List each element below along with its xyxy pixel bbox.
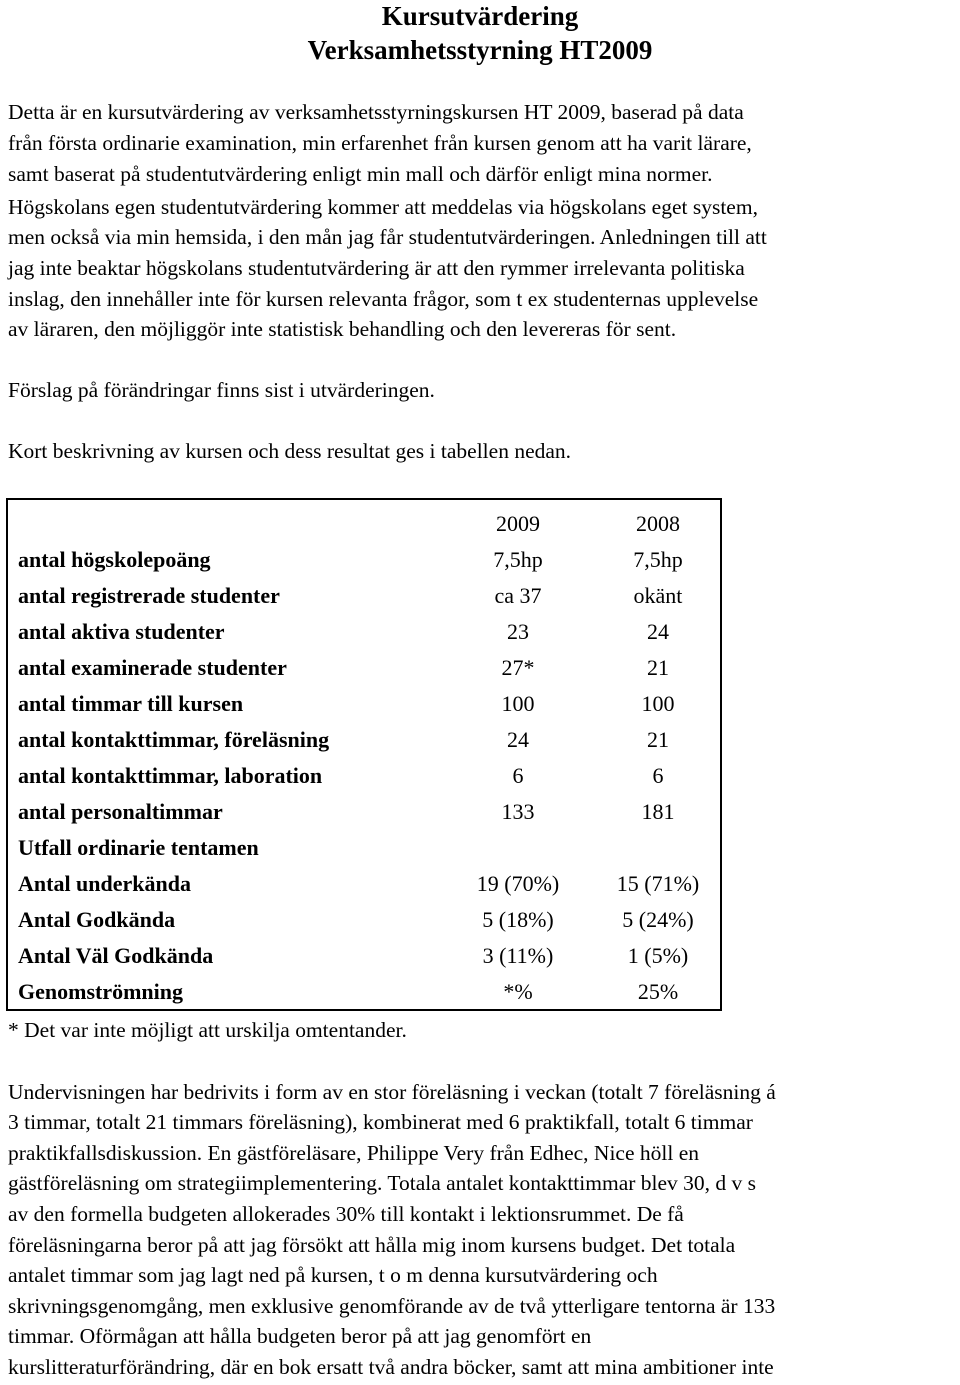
table-cell-2009: ca 37 — [494, 583, 542, 608]
table-cell-2008: 15 (71%) — [616, 871, 700, 896]
intro-line: från första ordinarie examination, min erfarenhet från kursen genom att ha varit lärare, — [8, 131, 752, 155]
table-row-label: Utfall ordinarie tentamen — [18, 835, 259, 860]
table-cell-2008: 5 (24%) — [622, 907, 694, 932]
table-cell-2008: 100 — [641, 691, 675, 716]
table-footnote: * Det var inte möjligt att urskilja omtentander. — [8, 1018, 407, 1042]
table-cell-2009: 6 — [512, 763, 524, 788]
table-cell-2009: 5 (18%) — [482, 907, 554, 932]
table-cell-2009: 27* — [501, 655, 535, 680]
table-header-2008: 2008 — [636, 511, 680, 536]
body-line: skrivningsgenomgång, men exklusive genomförande av de två ytterligare tentorna är 133 — [8, 1294, 776, 1318]
intro-line: inslag, den innehåller inte för kursen relevanta frågor, som t ex studenternas upplevelse — [8, 287, 759, 311]
body-line: Undervisningen har bedrivits i form av en stor föreläsning i veckan (totalt 7 föreläsning á — [8, 1080, 776, 1104]
body-line: föreläsningarna beror på att jag försökt att hålla mig inom kursens budget. Det totala — [8, 1233, 736, 1257]
table-cell-2008: okänt — [633, 583, 683, 608]
table-cell-2008: 7,5hp — [633, 547, 683, 572]
table-row-label: antal högskolepoäng — [18, 547, 211, 572]
body-line: antalet timmar som jag lagt ned på kursen, t o m denna kursutvärdering och — [8, 1263, 658, 1287]
table-row-label: antal personaltimmar — [18, 799, 223, 824]
body-line: av den formella budgeten allokerades 30% till kontakt i lektionsrummet. De få — [8, 1202, 684, 1226]
body-line: kurslitteraturförändring, där en bok ersatt två andra böcker, samt att mina ambitioner inte — [8, 1355, 774, 1379]
table-cell-2008: 24 — [647, 619, 669, 644]
table-cell-2008: 181 — [641, 799, 675, 824]
table-cell-2009: 133 — [501, 799, 535, 824]
body-line: gästföreläsning om strategiimplementering. Totala antalet kontakttimmar blev 30, d v s — [8, 1171, 757, 1195]
table-row-label: antal timmar till kursen — [18, 691, 244, 716]
table-cell-2009: 3 (11%) — [482, 943, 554, 968]
intro-line: men också via min hemsida, i den mån jag får studentutvärderingen. Anledningen till att — [8, 225, 767, 249]
intro-line: av läraren, den möjliggör inte statistisk behandling och den levereras för sent. — [8, 317, 677, 341]
intro-line: Detta är en kursutvärdering av verksamhetsstyrningskursen HT 2009, baserad på data — [8, 100, 744, 124]
intro-line: jag inte beaktar högskolans studentutvärdering är att den rymmer irrelevanta politiska — [8, 256, 745, 280]
table-header-2009: 2009 — [496, 511, 540, 536]
document-subtitle: Verksamhetsstyrning HT2009 — [307, 35, 653, 65]
table-intro: Kort beskrivning av kursen och dess resultat ges i tabellen nedan. — [8, 439, 572, 463]
table-cell-2009: 19 (70%) — [476, 871, 560, 896]
table-cell-2008: 1 (5%) — [627, 943, 689, 968]
body-line: timmar. Oförmågan att hålla budgeten beror på att jag genomfört en — [8, 1324, 592, 1348]
table-cell-2008: 21 — [647, 655, 669, 680]
document-title: Kursutvärdering — [381, 1, 579, 31]
table-cell-2008: 25% — [637, 979, 679, 1004]
course-stats-table — [6, 498, 722, 1011]
proposal-line: Förslag på förändringar finns sist i utvärderingen. — [8, 378, 435, 402]
table-row-label: Antal Väl Godkända — [18, 943, 214, 968]
table-cell-2009: 100 — [501, 691, 535, 716]
table-row-label: antal aktiva studenter — [18, 619, 225, 644]
body-line: praktikfallsdiskussion. En gästföreläsare, Philippe Very från Edhec, Nice höll en — [8, 1141, 700, 1165]
table-cell-2009: 7,5hp — [493, 547, 543, 572]
body-line: 3 timmar, totalt 21 timmars föreläsning), kombinerat med 6 praktikfall, totalt 6 timmar — [8, 1110, 753, 1134]
table-cell-2008: 21 — [647, 727, 669, 752]
table-row-label: antal kontakttimmar, föreläsning — [18, 727, 330, 752]
table-cell-2009: 24 — [507, 727, 529, 752]
table-cell-2008: 6 — [652, 763, 664, 788]
table-cell-2009: 23 — [507, 619, 529, 644]
table-row-label: antal examinerade studenter — [18, 655, 287, 680]
table-cell-2009: *% — [503, 979, 533, 1004]
table-row-label: antal kontakttimmar, laboration — [18, 763, 323, 788]
table-row-label: Antal underkända — [18, 871, 192, 896]
intro-line: Högskolans egen studentutvärdering kommer att meddelas via högskolans eget system, — [8, 195, 758, 219]
table-row-label: Antal Godkända — [18, 907, 176, 932]
table-row-label: antal registrerade studenter — [18, 583, 280, 608]
table-row-label: Genomströmning — [18, 979, 183, 1004]
intro-line: samt baserat på studentutvärdering enligt min mall och därför enligt mina normer. — [8, 162, 713, 186]
